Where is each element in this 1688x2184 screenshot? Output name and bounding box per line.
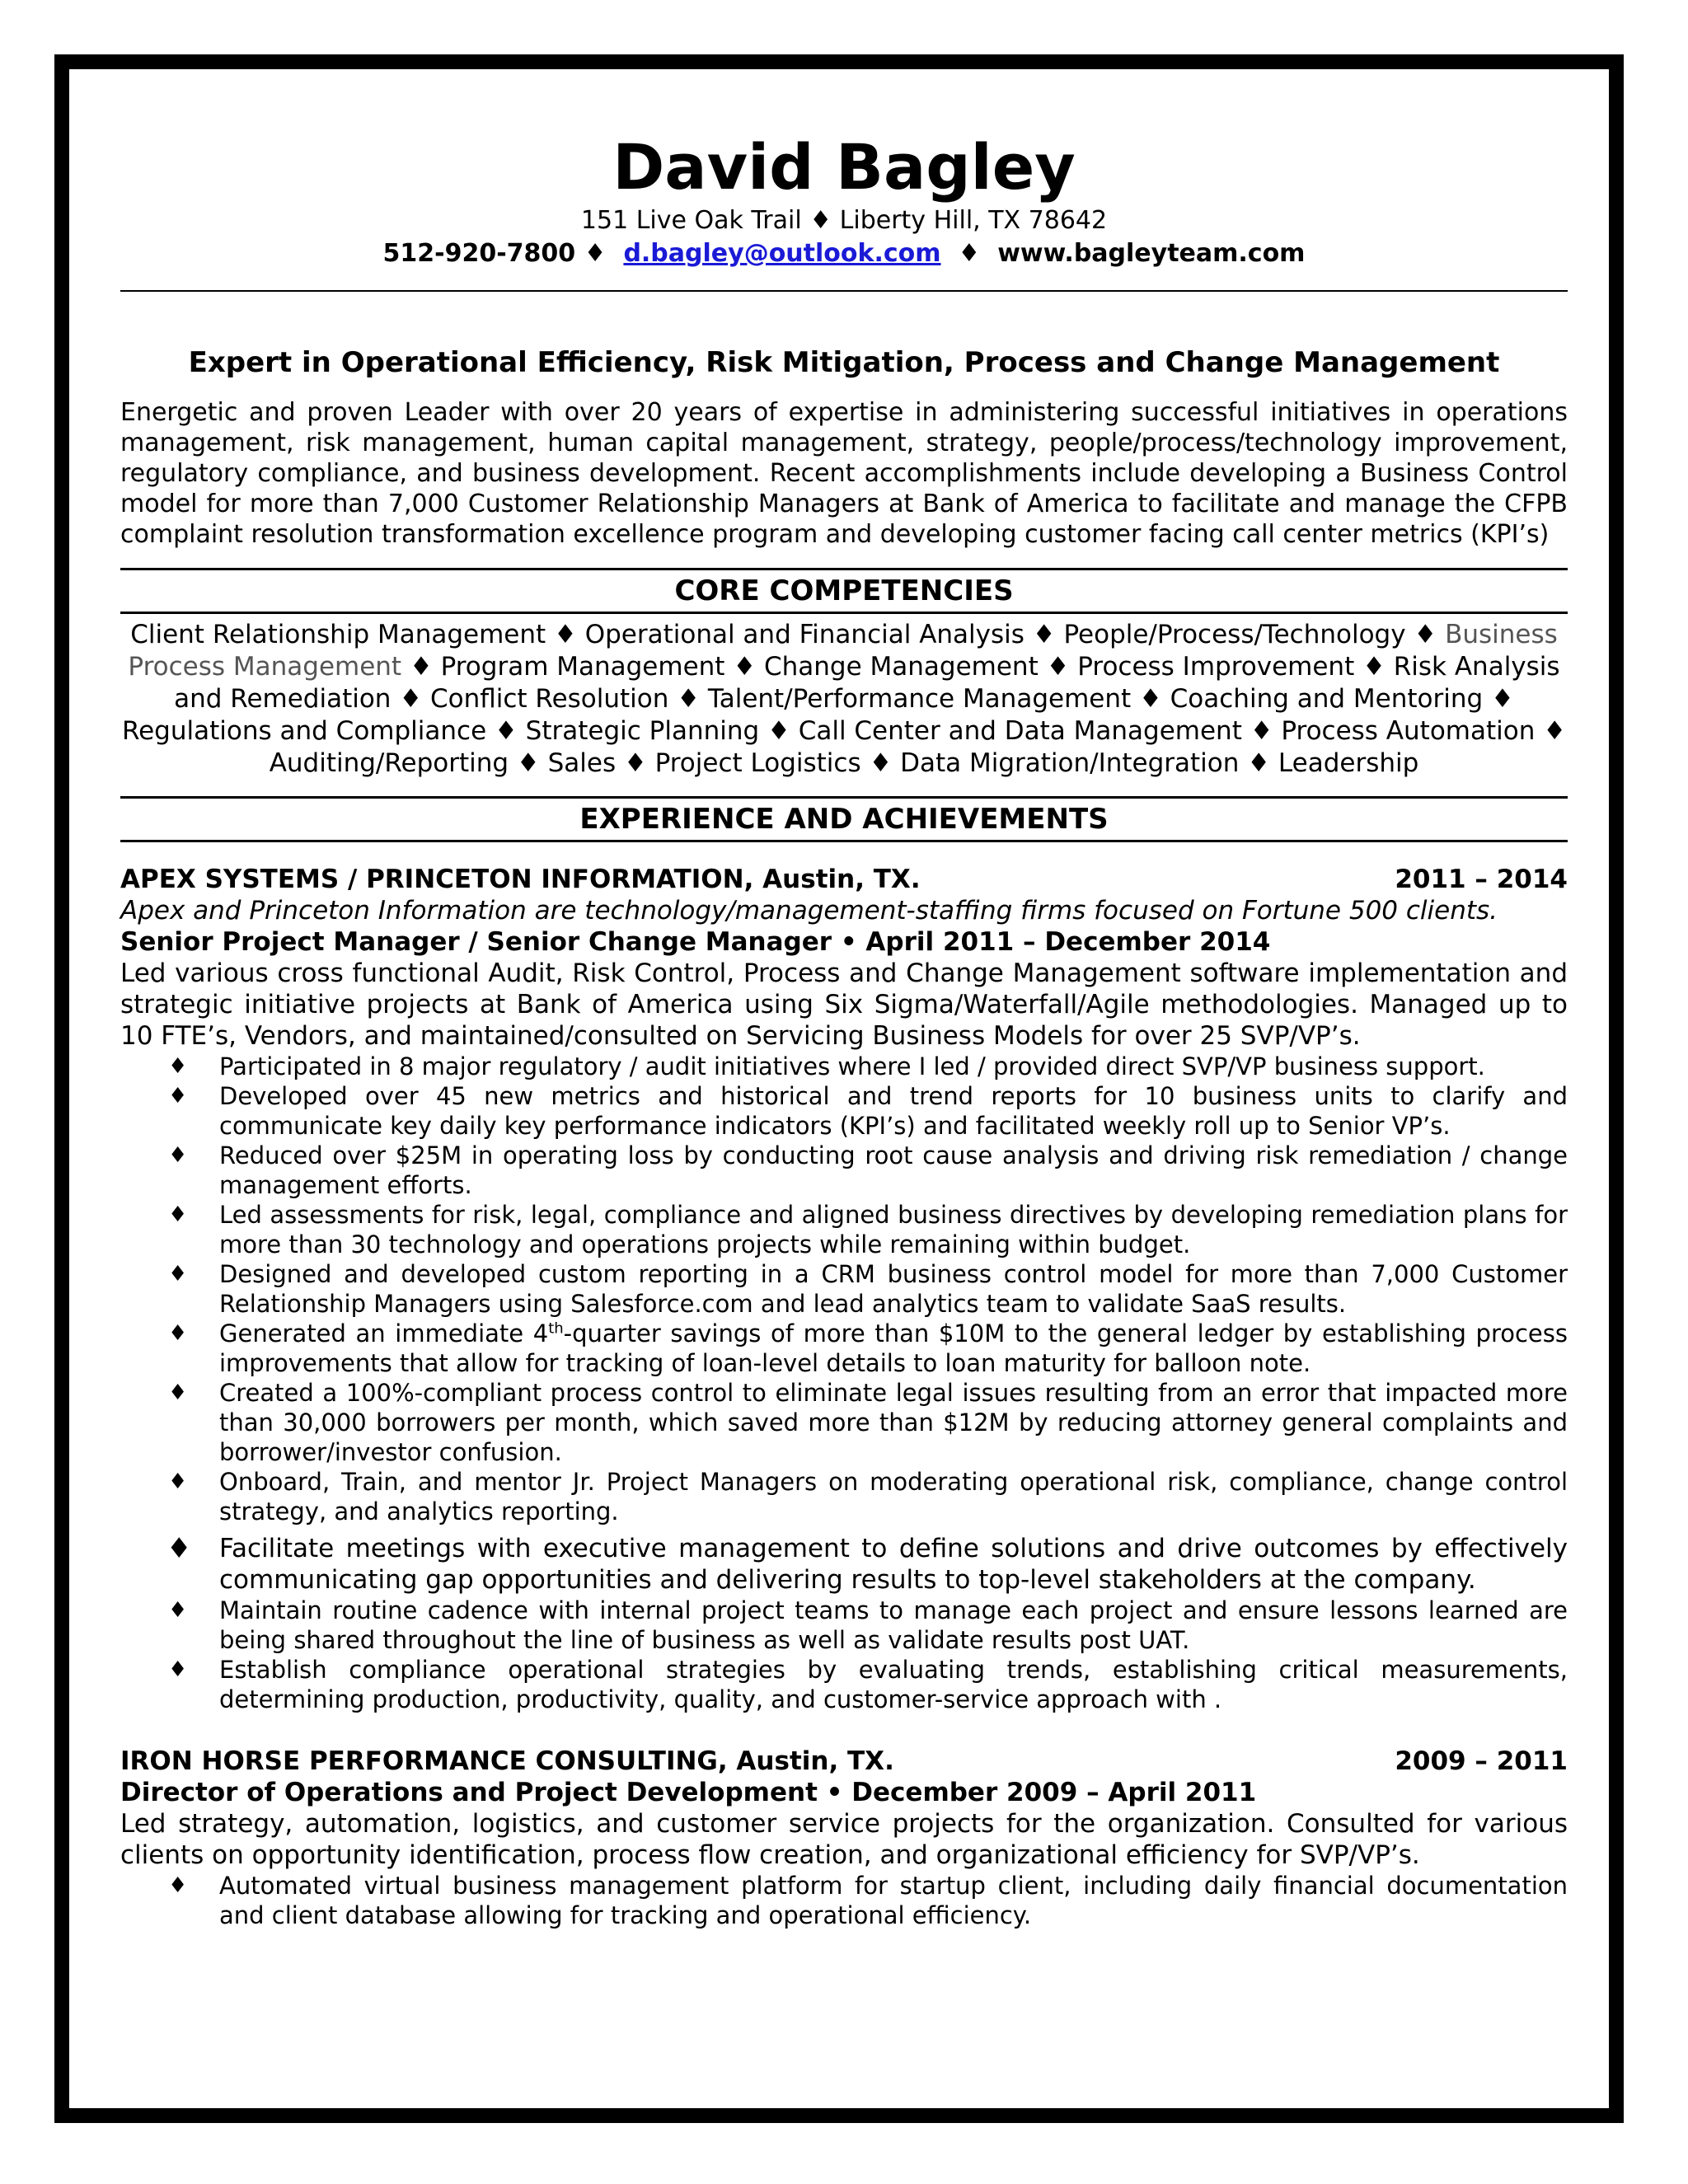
bullet-diamond-icon: ♦ — [168, 1657, 188, 1682]
achievement-item: ♦ Developed over 45 new metrics and historical and trend reports for 10 business units to clarify and communicate key daily key performance indicators (KPI’s) and facilitated weekly roll up to Senior VP’s. — [168, 1082, 1568, 1140]
separator-diamond: ♦ — [1405, 620, 1446, 649]
competency-item: Coaching and Mentoring — [1170, 684, 1484, 714]
separator-diamond: ♦ — [1239, 748, 1278, 778]
candidate-name: David Bagley — [612, 130, 1076, 204]
achievement-item: ♦ Reduced over $25M in operating loss by conducting root cause analysis and driving risk remediation / change management efforts. — [168, 1141, 1568, 1199]
separator-diamond: ♦ — [724, 652, 764, 682]
bullet-diamond-icon: ♦ — [166, 1532, 192, 1565]
separator-diamond: ♦ — [1038, 652, 1078, 682]
competency-item: Project Logistics — [654, 748, 861, 778]
separator-diamond: ♦ — [1354, 652, 1394, 682]
bullet-diamond-icon: ♦ — [168, 1598, 188, 1623]
job-entry — [120, 1746, 1568, 1930]
separator-diamond: ♦ — [759, 716, 799, 746]
separator-diamond: ♦ — [1535, 716, 1567, 746]
competency-item: Regulations and Compliance — [121, 716, 487, 746]
bullet-diamond-icon: ♦ — [168, 1321, 188, 1346]
address-line: 151 Live Oak Trail ♦ Liberty Hill, TX 78642 — [580, 206, 1108, 235]
phone-number: 512-920-7800 — [382, 239, 576, 268]
competencies-title: CORE COMPETENCIES — [674, 574, 1014, 607]
header-divider — [120, 290, 1568, 292]
competency-item: Risk Analysis and Remediation — [174, 652, 1560, 714]
resume — [120, 130, 1568, 1930]
competency-item: Data Migration/Integration — [900, 748, 1240, 778]
achievement-item: ♦ Automated virtual business management platform for startup client, including daily financial documentation and client database allowing for tracking and operational efficiency. — [168, 1872, 1568, 1929]
competencies-list — [120, 619, 1568, 780]
summary-paragraph: Energetic and proven Leader with over 20 years of expertise in administering successful initiatives in operations management, risk management, human capital management, strategy, people/process/technology improvement, regulatory compliance, and business development. Recent accomplishments include developing a Business Control model for more than 7,000 Customer Relationship Managers at Bank of America to facilitate and manage the CFPB complaint resolution transformation excellence program and developing customer facing call center metrics (KPI’s) — [120, 398, 1568, 549]
summary-headline: Expert in Operational Efficiency, Risk Mitigation, Process and Change Management — [188, 346, 1500, 379]
company-name: IRON HORSE PERFORMANCE CONSULTING, Austin, TX. — [120, 1746, 894, 1776]
competency-item: Conflict Resolution — [429, 684, 669, 714]
achievement-item: ♦ Designed and developed custom reporting in a CRM business control model for more than 7,000 Customer Relationship Managers using Salesforce.com and lead analytics team to validate SaaS results. — [168, 1260, 1568, 1318]
job-header — [120, 864, 1568, 895]
job-role: Director of Operations and Project Development • December 2009 – April 2011 — [120, 1778, 1257, 1807]
job-years: 2009 – 2011 — [1395, 1746, 1568, 1776]
bullet-diamond-icon: ♦ — [168, 1873, 188, 1898]
separator-diamond: ♦ — [616, 748, 655, 778]
separator-diamond: ♦ — [958, 239, 981, 268]
achievement-list — [120, 1871, 1568, 1930]
competency-item: Program Management — [440, 652, 725, 682]
experience-title: EXPERIENCE AND ACHIEVEMENTS — [579, 803, 1109, 836]
bullet-diamond-icon: ♦ — [168, 1262, 188, 1286]
separator-diamond: ♦ — [401, 652, 441, 682]
achievement-item: ♦ Created a 100%-compliant process control to eliminate legal issues resulting from an error that impacted more than 30,000 borrowers per month, which saved more than $12M by reducing attorney general complaints and borrower/investor confusion. — [168, 1379, 1568, 1466]
section-rule-bottom — [120, 840, 1568, 842]
company-name: APEX SYSTEMS / PRINCETON INFORMATION, Austin, TX. — [120, 865, 921, 894]
email-link[interactable]: d.bagley@outlook.com — [623, 239, 941, 268]
bullet-diamond-icon: ♦ — [168, 1380, 188, 1405]
competency-item: Client Relationship Management — [130, 620, 546, 649]
competency-item: Leadership — [1278, 748, 1419, 778]
competency-item: Process Automation — [1281, 716, 1536, 746]
separator-diamond: ♦ — [1241, 716, 1282, 746]
job-role: Senior Project Manager / Senior Change Manager • April 2011 – December 2014 — [120, 927, 1271, 957]
competency-item: Strategic Planning — [525, 716, 760, 746]
job-summary: Led strategy, automation, logistics, and customer service projects for the organization. Consulted for various clients on opportunity identification, process flow creation, and organizational efficiency for SVP/VP’s. — [120, 1809, 1568, 1870]
separator-diamond: ♦ — [391, 684, 430, 714]
separator-diamond: ♦ — [668, 684, 708, 714]
contact-line — [120, 237, 1568, 270]
bullet-diamond-icon: ♦ — [168, 1202, 188, 1227]
competency-item: Business Process Management — [128, 620, 1558, 682]
job-summary: Led various cross functional Audit, Risk Control, Process and Change Management software implementation and strategic initiative projects at Bank of America using Six Sigma/Waterfall/Agile methodologies. Managed up to 10 FTE’s, Vendors, and maintained/consulted on Servicing Business Models for over 25 SVP/VP’s. — [120, 958, 1568, 1051]
achievement-item: ♦ Onboard, Train, and mentor Jr. Project Managers on moderating operational risk, compliance, change control strategy, and analytics reporting. — [168, 1468, 1568, 1526]
separator-diamond: ♦ — [584, 239, 607, 268]
competency-item: Auditing/Reporting — [269, 748, 509, 778]
job-header — [120, 1746, 1568, 1777]
separator-diamond: ♦ — [546, 620, 585, 649]
separator-diamond: ♦ — [486, 716, 526, 746]
separator-diamond: ♦ — [509, 748, 548, 778]
competency-item: Process Improvement — [1077, 652, 1355, 682]
achievement-item: ♦ Participated in 8 major regulatory / audit initiatives where I led / provided direct SVP/VP business support. — [168, 1052, 1485, 1080]
bullet-diamond-icon: ♦ — [168, 1084, 188, 1108]
achievement-item: ♦ Establish compliance operational strategies by evaluating trends, establishing critical measurements, determining production, productivity, quality, and customer-service approach with . — [168, 1656, 1568, 1713]
bullet-diamond-icon: ♦ — [168, 1469, 188, 1494]
bullet-diamond-icon: ♦ — [168, 1054, 188, 1079]
competency-item: People/Process/Technology — [1063, 620, 1406, 649]
bullet-diamond-icon: ♦ — [168, 1143, 188, 1168]
achievement-list — [120, 1052, 1568, 1714]
achievement-item: ♦ Facilitate meetings with executive management to define solutions and drive outcomes by effectively communicating gap opportunities and delivering results to top-level stakeholders at the company. — [166, 1532, 1568, 1595]
achievement-item: ♦ Generated an immediate 4th-quarter savings of more than $10M to the general ledger by establishing process improvements that allow for tracking of loan-level details to loan maturity for balloon note. — [168, 1319, 1568, 1377]
achievement-item: ♦ Maintain routine cadence with internal project teams to manage each project and ensure lessons learned are being shared throughout the line of business as well as validate results post UAT. — [168, 1596, 1568, 1654]
separator-diamond: ♦ — [1483, 684, 1514, 714]
separator-diamond: ♦ — [1131, 684, 1170, 714]
separator-diamond: ♦ — [1024, 620, 1064, 649]
achievement-item: ♦ Led assessments for risk, legal, compliance and aligned business directives by developing remediation plans for more than 30 technology and operations projects while remaining within budget. — [168, 1201, 1568, 1258]
section-rule-bottom — [120, 612, 1568, 614]
competency-item: Operational and Financial Analysis — [584, 620, 1025, 649]
separator-diamond: ♦ — [860, 748, 901, 778]
competency-item: Call Center and Data Management — [798, 716, 1242, 746]
job-years: 2011 – 2014 — [1395, 865, 1568, 894]
company-description: Apex and Princeton Information are technology/management-staffing firms focused on Fortune 500 clients. — [120, 896, 1498, 926]
competency-item: Sales — [547, 748, 617, 778]
competency-item: Talent/Performance Management — [707, 684, 1132, 714]
job-entry — [120, 864, 1568, 1714]
competency-item: Change Management — [763, 652, 1039, 682]
website: www.bagleyteam.com — [997, 239, 1306, 268]
